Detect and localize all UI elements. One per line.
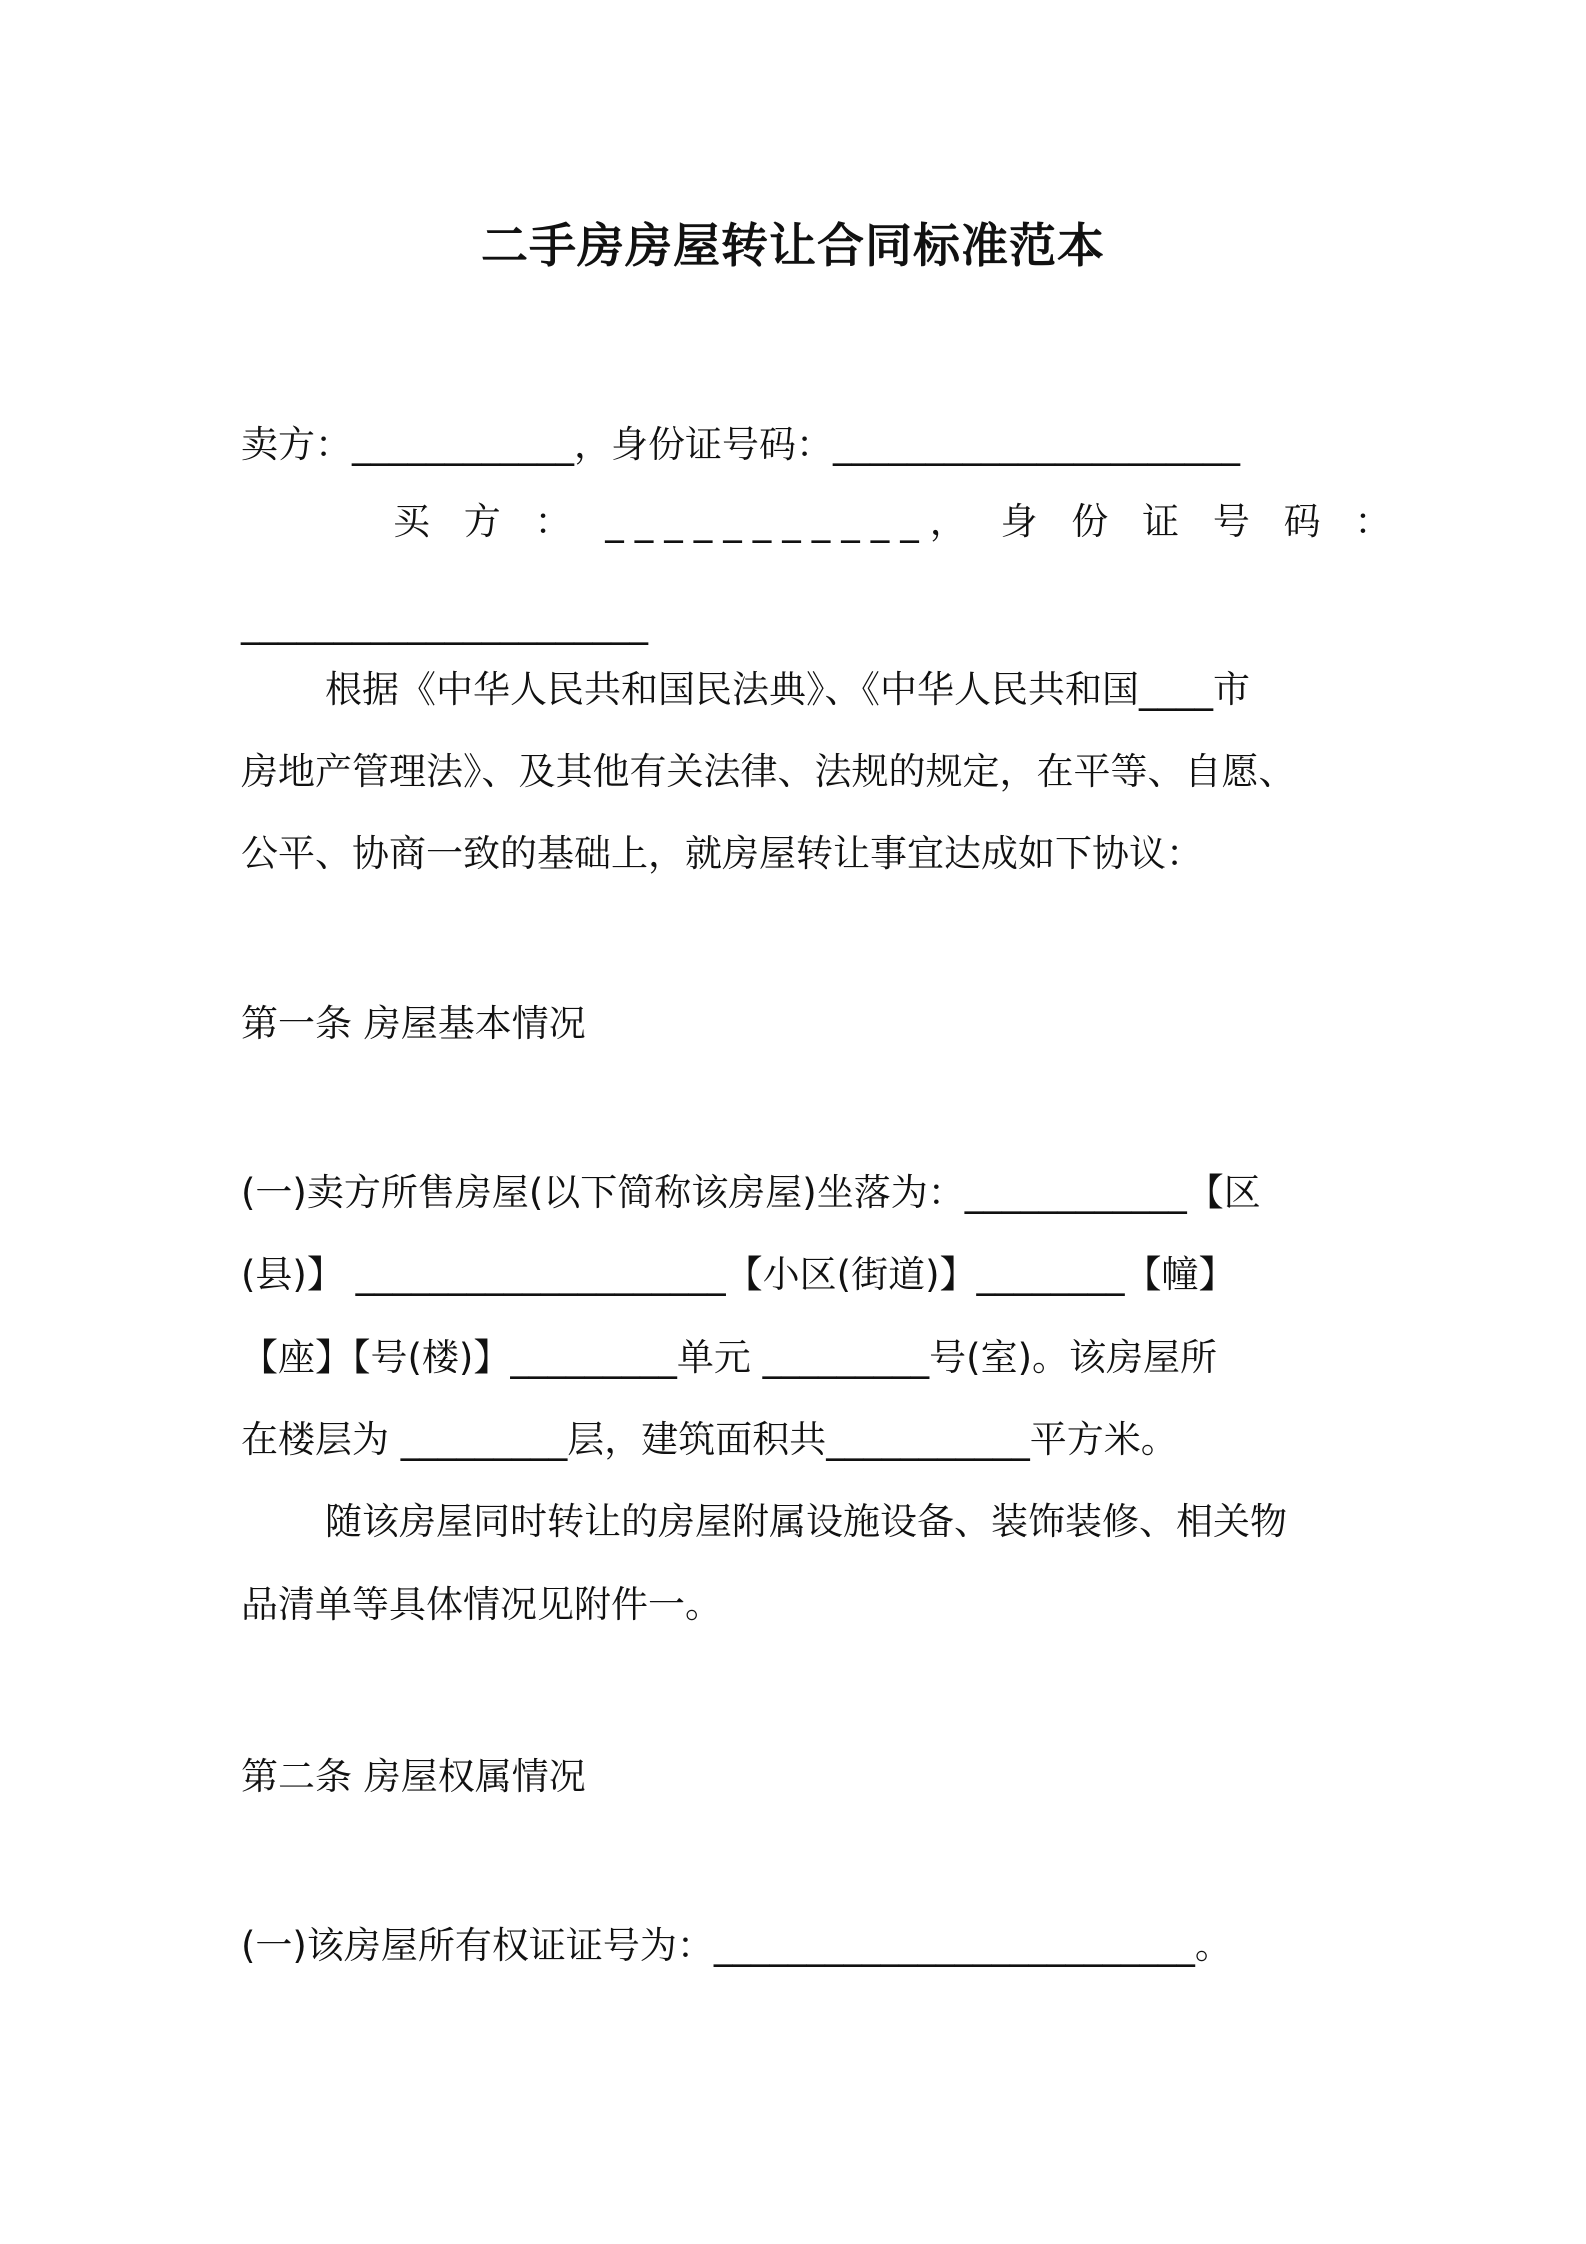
article-1-attachment-line-2: 品清单等具体情况见附件一。 — [241, 1583, 722, 1626]
article-1-clause-1-line-3: 【座】【号(楼)】_________单元 _________号(室)。该房屋所 — [241, 1336, 1218, 1379]
article-1-clause-1-line-1: (一)卖方所售房屋(以下简称该房屋)坐落为：____________【区 — [241, 1171, 1261, 1214]
preamble-line-2: 房地产管理法》、及其他有关法律、法规的规定，在平等、自愿、 — [241, 750, 1296, 793]
buyer-line: 买 方 ： ___________， 身 份 证 号 码 ： — [393, 500, 1403, 543]
seller-line: 卖方：____________，身份证号码：______________________ — [241, 423, 1240, 466]
page-title: 二手房房屋转让合同标准范本 — [481, 219, 1105, 274]
article-1-clause-1-line-2: (县)】 ____________________【小区(街道)】________【幢】 — [241, 1253, 1236, 1296]
buyer-id-blank: ______________________ — [241, 602, 648, 645]
article-2-heading: 第二条 房屋权属情况 — [241, 1755, 586, 1798]
preamble-line-3: 公平、协商一致的基础上，就房屋转让事宜达成如下协议： — [241, 832, 1203, 875]
article-1-clause-1-line-4: 在楼层为 _________层，建筑面积共___________平方米。 — [241, 1418, 1178, 1461]
article-1-attachment-line-1: 随该房屋同时转让的房屋附属设施设备、装饰装修、相关物 — [325, 1500, 1287, 1543]
preamble-line-1: 根据《中华人民共和国民法典》、《中华人民共和国____市 — [325, 668, 1250, 711]
article-1-heading: 第一条 房屋基本情况 — [241, 1002, 586, 1045]
article-2-clause-1: (一)该房屋所有权证证号为：__________________________。 — [241, 1924, 1232, 1967]
